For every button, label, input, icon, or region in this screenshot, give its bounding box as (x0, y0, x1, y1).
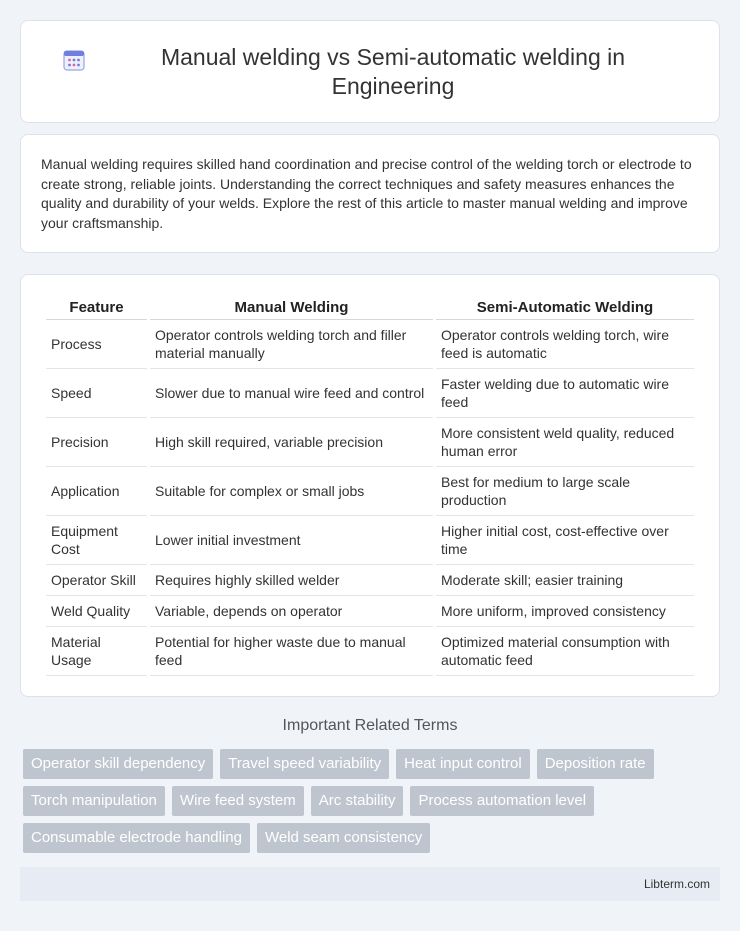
related-terms-tags (23, 749, 703, 853)
related-term-tag[interactable]: Deposition rate (537, 749, 654, 779)
related-term-tag[interactable]: Arc stability (311, 786, 404, 816)
semi-automatic-cell: More consistent weld quality, reduced human error (436, 418, 694, 467)
semi-automatic-cell: Optimized material consumption with automatic feed (436, 627, 694, 676)
manual-cell: Potential for higher waste due to manual feed (150, 627, 433, 676)
table-row (46, 627, 694, 676)
intro-paragraph: Manual welding requires skilled hand coordination and precise control of the welding torch or electrode to create strong, reliable joints. Understanding the correct techniques and safety measures enhances the quality and durability of your welds. Explore the rest of this article to master manual welding and improve your craftsmanship. (41, 156, 692, 231)
table-row (46, 320, 694, 369)
header-card (20, 20, 720, 123)
manual-cell: Suitable for complex or small jobs (150, 467, 433, 516)
column-header: Semi-Automatic Welding (436, 295, 694, 320)
table-row (46, 467, 694, 516)
semi-automatic-cell: Best for medium to large scale production (436, 467, 694, 516)
column-header: Feature (46, 295, 147, 320)
manual-cell: Operator controls welding torch and filler material manually (150, 320, 433, 369)
related-term-tag[interactable]: Process automation level (410, 786, 594, 816)
table-row (46, 418, 694, 467)
feature-cell: Process (46, 320, 147, 369)
feature-cell: Weld Quality (46, 596, 147, 627)
feature-cell: Operator Skill (46, 565, 147, 596)
comparison-table (43, 295, 697, 676)
column-header: Manual Welding (150, 295, 433, 320)
table-row (46, 369, 694, 418)
table-header-row (46, 295, 694, 320)
footer-brand-link[interactable]: Libterm.com (643, 877, 710, 891)
manual-cell: Lower initial investment (150, 516, 433, 565)
table-row (46, 516, 694, 565)
page-title: Manual welding vs Semi-automatic welding in Engineering (160, 43, 626, 99)
related-term-tag[interactable]: Consumable electrode handling (23, 823, 250, 853)
semi-automatic-cell: Higher initial cost, cost-effective over time (436, 516, 694, 565)
related-term-tag[interactable]: Weld seam consistency (257, 823, 430, 853)
feature-cell: Precision (46, 418, 147, 467)
manual-cell: Requires highly skilled welder (150, 565, 433, 596)
semi-automatic-cell: Operator controls welding torch, wire feed is automatic (436, 320, 694, 369)
related-terms-title: Important Related Terms (282, 717, 458, 734)
semi-automatic-cell: Moderate skill; easier training (436, 565, 694, 596)
semi-automatic-cell: More uniform, improved consistency (436, 596, 694, 627)
related-term-tag[interactable]: Torch manipulation (23, 786, 165, 816)
intro-card (20, 134, 720, 253)
related-term-tag[interactable]: Operator skill dependency (23, 749, 213, 779)
manual-cell: Slower due to manual wire feed and control (150, 369, 433, 418)
table-row (46, 596, 694, 627)
related-term-tag[interactable]: Heat input control (396, 749, 530, 779)
footer (20, 867, 720, 901)
feature-cell: Equipment Cost (46, 516, 147, 565)
feature-cell: Speed (46, 369, 147, 418)
manual-cell: High skill required, variable precision (150, 418, 433, 467)
manual-cell: Variable, depends on operator (150, 596, 433, 627)
related-term-tag[interactable]: Wire feed system (172, 786, 304, 816)
comparison-table-card (20, 274, 720, 697)
feature-cell: Material Usage (46, 627, 147, 676)
feature-cell: Application (46, 467, 147, 516)
related-term-tag[interactable]: Travel speed variability (220, 749, 389, 779)
table-row (46, 565, 694, 596)
semi-automatic-cell: Faster welding due to automatic wire feed (436, 369, 694, 418)
calendar-icon (61, 47, 87, 73)
